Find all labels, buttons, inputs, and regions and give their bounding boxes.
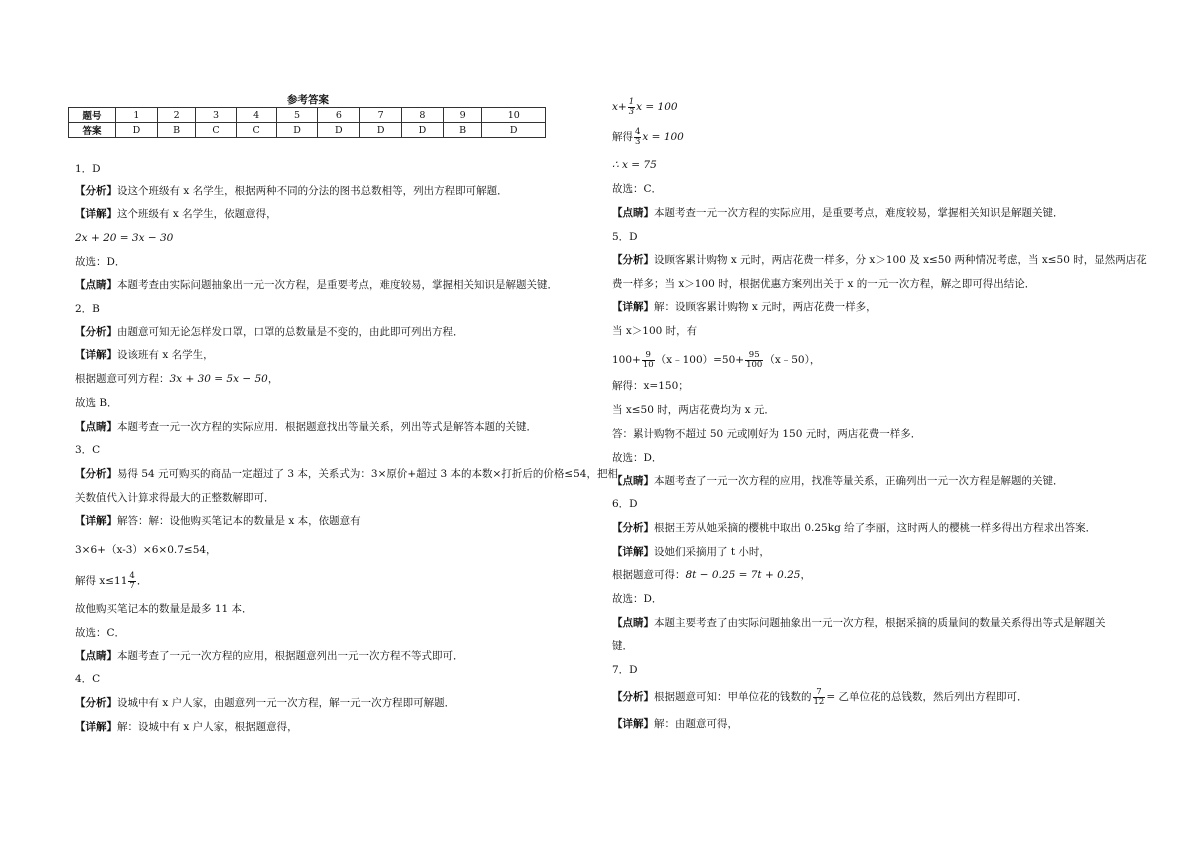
q6-heading: 6．D (612, 498, 638, 510)
comment-label: 【点睛】 (75, 279, 117, 291)
fraction-denominator: 12 (813, 696, 825, 707)
analysis-text: 根据题意可知：甲单位花的钱数的 (654, 691, 812, 703)
question-number-cell: 7 (360, 108, 402, 123)
question-number-cell: 1 (116, 108, 158, 123)
q6-comment-line1 (612, 616, 1106, 630)
analysis-text: 设顾客累计购物 x 元时，两店花费一样多，分 x＞100 及 x≤50 两种情况考虑，当 x≤50 时，显然两店花 (654, 254, 1147, 266)
answer-cell: C (196, 123, 236, 138)
q1-heading: 1．D (75, 163, 101, 175)
detail-label: 【详解】 (75, 208, 117, 220)
comment-label: 【点睛】 (612, 207, 654, 219)
q4-equation-1 (612, 97, 678, 117)
analysis-label: 【分析】 (612, 522, 654, 534)
question-number-cell: 10 (482, 108, 546, 123)
q4-analysis (75, 696, 455, 710)
q1-analysis (75, 184, 508, 198)
question-number-cell: 4 (236, 108, 276, 123)
q1-detail (75, 207, 277, 221)
fraction (628, 98, 635, 117)
q7-detail (612, 717, 738, 731)
detail-label: 【详解】 (75, 515, 117, 527)
fraction (745, 351, 763, 370)
q4-choice: 故选：C． (612, 183, 663, 195)
q3-analysis-line1 (75, 467, 618, 481)
fraction-denominator: 3 (635, 136, 641, 147)
detail-label: 【详解】 (75, 349, 117, 361)
analysis-label: 【分析】 (75, 326, 117, 338)
fraction-numerator: 4 (129, 570, 135, 581)
q2-comment (75, 420, 537, 434)
answer-cell: D (276, 123, 318, 138)
row-label: 题号 (69, 108, 116, 123)
q5-answer: 答：累计购物不超过 50 元或刚好为 150 元时，两店花费一样多． (612, 428, 922, 440)
q2-heading: 2．B (75, 303, 100, 315)
q7-analysis (612, 687, 1027, 707)
question-number-cell: 6 (318, 108, 360, 123)
answer-cell: D (402, 123, 444, 138)
equation-part: x+ (612, 101, 627, 113)
question-number-cell: 8 (402, 108, 444, 123)
analysis-label: 【分析】 (612, 254, 654, 266)
comment-text: 本题考查一元一次方程的实际应用．根据题意找出等量关系，列出等式是解答本题的关键． (117, 421, 537, 433)
answer-cell: B (443, 123, 482, 138)
equation-part: x = 100 (636, 101, 678, 113)
q3-inequality: 3×6+（x-3）×6×0.7≤54， (75, 544, 217, 556)
analysis-text: = 乙单位花的总钱数，然后列出方程即可． (826, 691, 1028, 703)
detail-text: 设她们采摘用了 t 小时， (654, 546, 770, 558)
question-number-cell: 3 (196, 108, 236, 123)
q5-case1: 当 x＞100 时，有 (612, 325, 698, 337)
detail-label: 【详解】 (612, 301, 654, 313)
q4-comment (612, 206, 1064, 220)
fraction-numerator: 7 (813, 688, 826, 698)
detail-text: 解：设顾客累计购物 x 元时，两店花费一样多， (654, 301, 877, 313)
q2-detail (75, 348, 214, 362)
q6-analysis (612, 521, 1096, 535)
answer-cell: D (360, 123, 402, 138)
equation-part: 解得 (612, 131, 633, 143)
answer-table (68, 107, 546, 138)
answer-cell: D (318, 123, 360, 138)
q5-equation (612, 349, 820, 371)
solution-suffix: ． (136, 575, 148, 587)
q5-detail (612, 300, 877, 314)
answer-cell: D (482, 123, 546, 138)
q2-choice: 故选 B． (75, 397, 118, 409)
equation-suffix: ， (267, 373, 279, 385)
table-row (69, 123, 546, 138)
fraction-denominator: 3 (628, 106, 635, 117)
q5-case2: 当 x≤50 时，两店花费均为 x 元． (612, 404, 775, 416)
analysis-text: 易得 54 元可购买的商品一定超过了 3 本，关系式为：3×原价+超过 3 本的本数×打折后的价格≤54，把相 (117, 468, 618, 480)
detail-text: 解：设城中有 x 户人家，根据题意得， (117, 721, 298, 733)
comment-text: 本题考查一元一次方程的实际应用，是重要考点，难度较易，掌握相关知识是解题关键． (654, 207, 1064, 219)
q6-detail (612, 545, 770, 559)
question-number-cell: 5 (276, 108, 318, 123)
analysis-text: 由题意可知无论怎样发口罩，口罩的总数量是不变的，由此即可列出方程． (117, 326, 464, 338)
q3-comment (75, 649, 464, 663)
equation-prefix: 根据题意可列方程： (75, 373, 170, 385)
equation-suffix: ， (800, 569, 811, 581)
q3-conclusion: 故他购买笔记本的数量是最多 11 本． (75, 603, 253, 615)
analysis-label: 【分析】 (75, 697, 117, 709)
fraction (642, 351, 655, 370)
answer-cell: C (236, 123, 276, 138)
q4-equation-2 (612, 127, 684, 147)
detail-text: 解答：解：设他购买笔记本的数量是 x 本，依题意有 (117, 515, 361, 527)
detail-label: 【详解】 (612, 718, 654, 730)
q6-comment-line2: 键． (612, 640, 633, 652)
q1-equation: 2x + 20 = 3x − 30 (75, 232, 174, 244)
q1-comment (75, 278, 558, 292)
question-number-cell: 9 (443, 108, 482, 123)
analysis-text: 设城中有 x 户人家，由题意列一元一次方程，解一元一次方程即可解题． (117, 697, 456, 709)
fraction (634, 128, 641, 147)
row-label: 答案 (69, 123, 116, 138)
fraction-numerator: 95 (745, 351, 763, 361)
fraction-numerator: 4 (635, 126, 641, 137)
table-row (69, 108, 546, 123)
answer-cell: B (157, 123, 196, 138)
q2-equation (75, 372, 278, 386)
comment-label: 【点睛】 (612, 617, 654, 629)
comment-text: 本题考查了一元一次方程的应用，根据题意列出一元一次方程不等式即可． (117, 650, 464, 662)
equation: 3x + 30 = 5x − 50 (169, 373, 268, 385)
analysis-label: 【分析】 (612, 691, 654, 703)
analysis-text: 设这个班级有 x 名学生，根据两种不同的分法的图书总数相等，列出方程即可解题． (117, 185, 508, 197)
q5-comment (612, 474, 1064, 488)
q5-heading: 5．D (612, 231, 638, 243)
comment-label: 【点睛】 (75, 421, 117, 433)
analysis-text: 根据王芳从她采摘的樱桃中取出 0.25kg 给了李丽，这时两人的樱桃一样多得出方程求出答案． (654, 522, 1097, 534)
detail-text: 解：由题意可得， (654, 718, 738, 730)
analysis-label: 【分析】 (75, 468, 117, 480)
equation-part: x = 100 (642, 131, 684, 143)
fraction-denominator: 10 (642, 359, 654, 370)
q7-heading: 7．D (612, 664, 638, 676)
q4-heading: 4．C (75, 673, 101, 685)
q6-equation (612, 568, 811, 582)
fraction-denominator: 7 (129, 580, 135, 591)
detail-label: 【详解】 (75, 721, 117, 733)
q4-equation-3: ∴ x = 75 (612, 159, 657, 171)
q3-choice: 故选：C． (75, 627, 126, 639)
fraction-numerator: 9 (642, 351, 655, 361)
q4-detail (75, 720, 298, 734)
equation-prefix: 根据题意可得： (612, 569, 686, 581)
q3-detail (75, 514, 361, 528)
q6-choice: 故选：D． (612, 593, 663, 605)
detail-text: 设该班有 x 名学生， (117, 349, 214, 361)
solution-prefix: 解得 x≤11 (75, 575, 128, 587)
fraction (128, 572, 135, 591)
q2-analysis (75, 325, 464, 339)
fraction (813, 688, 826, 707)
comment-text: 本题主要考查了由实际问题抽象出一元一次方程，根据采摘的质量间的数量关系得出等式是解题关 (654, 617, 1106, 629)
equation-part: 100+ (612, 354, 641, 366)
answer-key-title: 参考答案 (287, 94, 329, 106)
comment-text: 本题考查了一元一次方程的应用，找准等量关系，正确列出一元一次方程是解题的关键． (654, 475, 1064, 487)
comment-label: 【点睛】 (612, 475, 654, 487)
analysis-label: 【分析】 (75, 185, 117, 197)
equation-part: （x﹣100）=50+ (655, 354, 745, 366)
equation: 8t − 0.25 = 7t + 0.25 (685, 569, 801, 581)
q5-analysis-line1 (612, 253, 1147, 267)
q1-choice: 故选：D． (75, 256, 126, 268)
q5-solution: 解得：x=150； (612, 380, 689, 392)
question-number-cell: 2 (157, 108, 196, 123)
q5-choice: 故选：D． (612, 452, 663, 464)
comment-label: 【点睛】 (75, 650, 117, 662)
q3-solution (75, 571, 147, 591)
detail-label: 【详解】 (612, 546, 654, 558)
q5-analysis-line2: 费一样多；当 x＞100 时，根据优惠方案列出关于 x 的一元一次方程，解之即可得出结论． (612, 278, 1036, 290)
detail-text: 这个班级有 x 名学生，依题意得， (117, 208, 277, 220)
q3-heading: 3．C (75, 444, 101, 456)
fraction-denominator: 100 (746, 359, 763, 370)
q3-analysis-line2: 关数值代入计算求得最大的正整数解即可． (75, 492, 275, 504)
fraction-numerator: 1 (628, 96, 635, 107)
comment-text: 本题考查由实际问题抽象出一元一次方程，是重要考点，难度较易，掌握相关知识是解题关键． (117, 279, 558, 291)
equation-part: （x﹣50）， (764, 354, 821, 366)
answer-cell: D (116, 123, 158, 138)
